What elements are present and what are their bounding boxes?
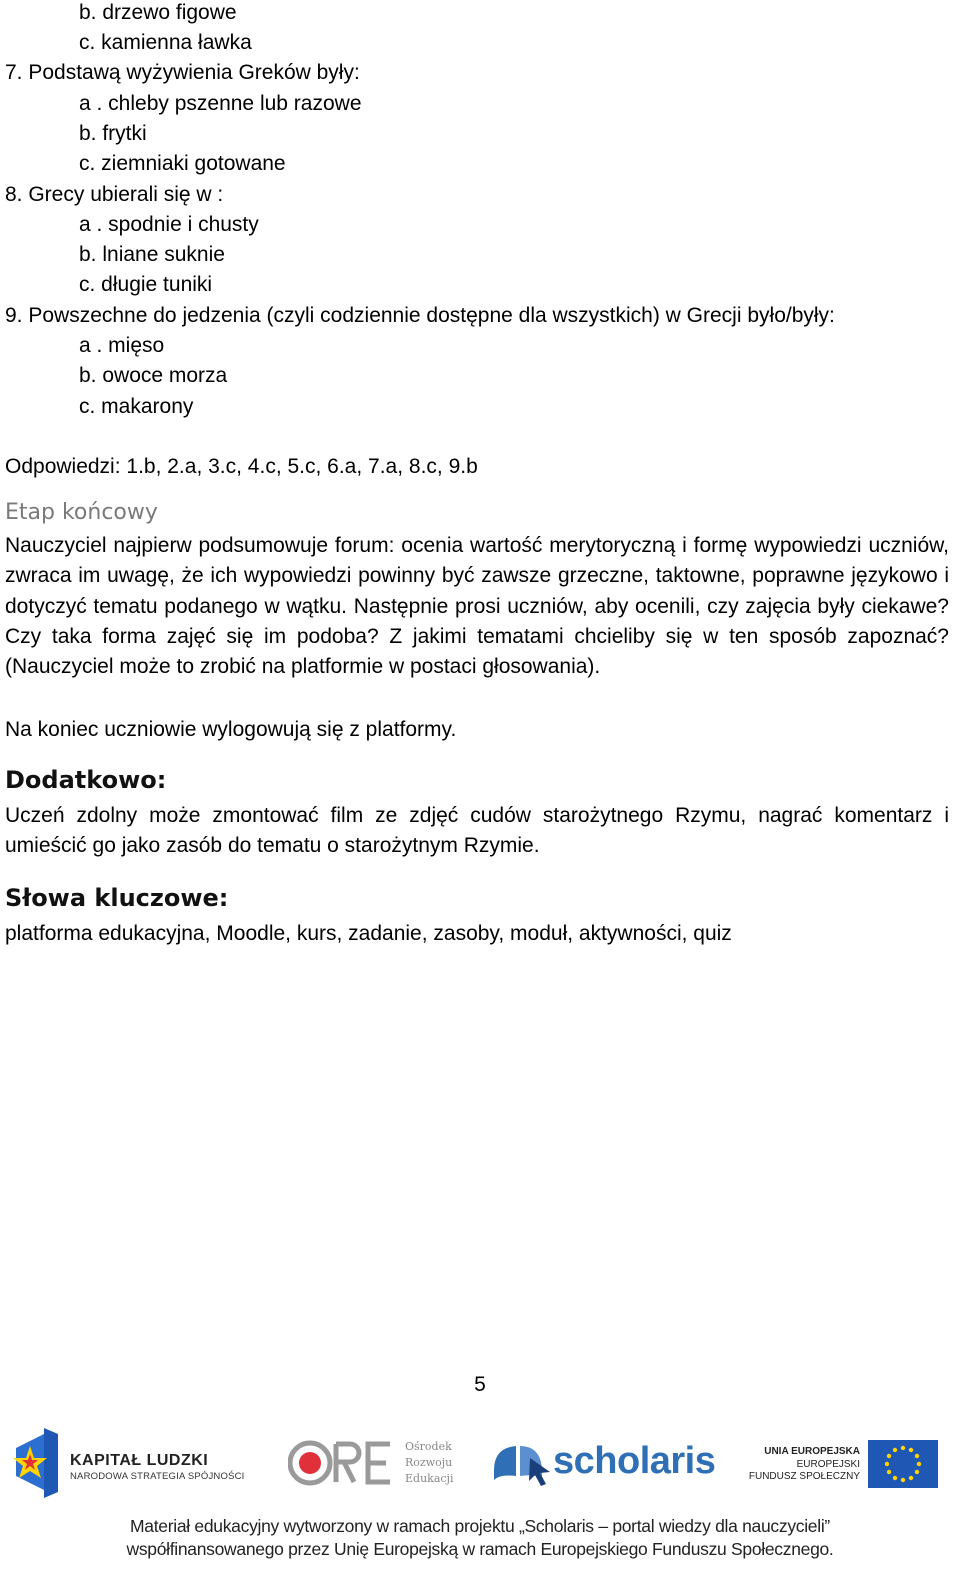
quiz-option: c. ziemniaki gotowane	[79, 152, 286, 175]
kapital-ludzki-logo	[10, 1428, 58, 1503]
kapital-ludzki-subtitle: NARODOWA STRATEGIA SPÓJNOŚCI	[70, 1471, 245, 1482]
eu-text-line1: UNIA EUROPEJSKA	[764, 1446, 860, 1457]
quiz-option: a . mięso	[79, 334, 165, 357]
quiz-option: b. frytki	[79, 122, 147, 145]
quiz-option: a . chleby pszenne lub razowe	[79, 92, 362, 115]
eu-text-line2: EUROPEJSKI	[796, 1459, 860, 1470]
scholaris-wordmark: scholaris	[553, 1440, 716, 1482]
quiz-question: 9. Powszechne do jedzenia (czyli codziennie dostępne dla wszystkich) w Grecji było/były:	[5, 304, 835, 327]
section-heading-final-stage: Etap końcowy	[5, 500, 158, 525]
kapital-ludzki-star-icon	[10, 1428, 58, 1498]
quiz-option: c. kamienna ławka	[79, 31, 252, 54]
answer-key: Odpowiedzi: 1.b, 2.a, 3.c, 4.c, 5.c, 6.a, 7.a, 8.c, 9.b	[5, 455, 478, 478]
eu-flag-icon	[868, 1440, 938, 1488]
footer-note-line1: Materiał edukacyjny wytworzony w ramach projektu „Scholaris – portal wiedzy dla nauczycieli”	[130, 1516, 830, 1536]
additional-paragraph: Uczeń zdolny może zmontować film ze zdjęć cudów starożytnego Rzymu, nagrać komentarz i umieścić go jako zasób do tematu o starożytnym Rzymie.	[5, 804, 949, 858]
scholaris-logo	[490, 1440, 554, 1491]
final-stage-closing: Na koniec uczniowie wylogowują się z platformy.	[5, 718, 457, 741]
ore-mark-icon	[288, 1440, 396, 1486]
quiz-option: c. długie tuniki	[79, 273, 213, 296]
eu-text-line3: FUNDUSZ SPOŁECZNY	[748, 1471, 860, 1482]
ore-logo	[288, 1440, 396, 1491]
ore-text-line2: Rozwoju	[405, 1456, 453, 1469]
final-stage-paragraph: Nauczyciel najpierw podsumowuje forum: ocenia wartość merytoryczną i formę wypowiedzi uczniów, zwraca im uwagę, że ich wypowiedzi powinny być zawsze grzeczne, taktowne, poprawne językowo i dotyczyć tematu podanego w wątku. Następnie prosi uczniów, aby ocenili, czy zajęcia były ciekawe? Czy taka forma zajęć się im podoba? Z jakimi tematami chcieliby się w ten sposób zapoznać? (Nauczyciel może to zrobić na platformie w postaci głosowania).	[5, 534, 949, 679]
quiz-option: b. lniane suknie	[79, 243, 225, 266]
quiz-option: a . spodnie i chusty	[79, 213, 259, 236]
quiz-option: c. makarony	[79, 395, 194, 418]
section-heading-keywords: Słowa kluczowe:	[5, 884, 229, 912]
kapital-ludzki-title: KAPITAŁ LUDZKI	[70, 1452, 209, 1469]
keywords-text: platforma edukacyjna, Moodle, kurs, zadanie, zasoby, moduł, aktywności, quiz	[5, 922, 732, 945]
ore-text-line3: Edukacji	[405, 1472, 454, 1485]
page-number: 5	[474, 1373, 486, 1396]
section-heading-additional: Dodatkowo:	[5, 766, 167, 794]
eu-flag	[868, 1440, 938, 1493]
ore-text-line1: Ośrodek	[405, 1440, 452, 1453]
quiz-option: b. drzewo figowe	[79, 1, 237, 24]
footer-note-line2: współfinansowanego przez Unię Europejską w ramach Europejskiego Funduszu Społecznego.	[126, 1539, 834, 1559]
scholaris-book-cursor-icon	[490, 1440, 554, 1486]
quiz-option: b. owoce morza	[79, 364, 228, 387]
quiz-question: 7. Podstawą wyżywienia Greków były:	[5, 61, 360, 84]
quiz-question: 8. Grecy ubierali się w :	[5, 183, 224, 206]
